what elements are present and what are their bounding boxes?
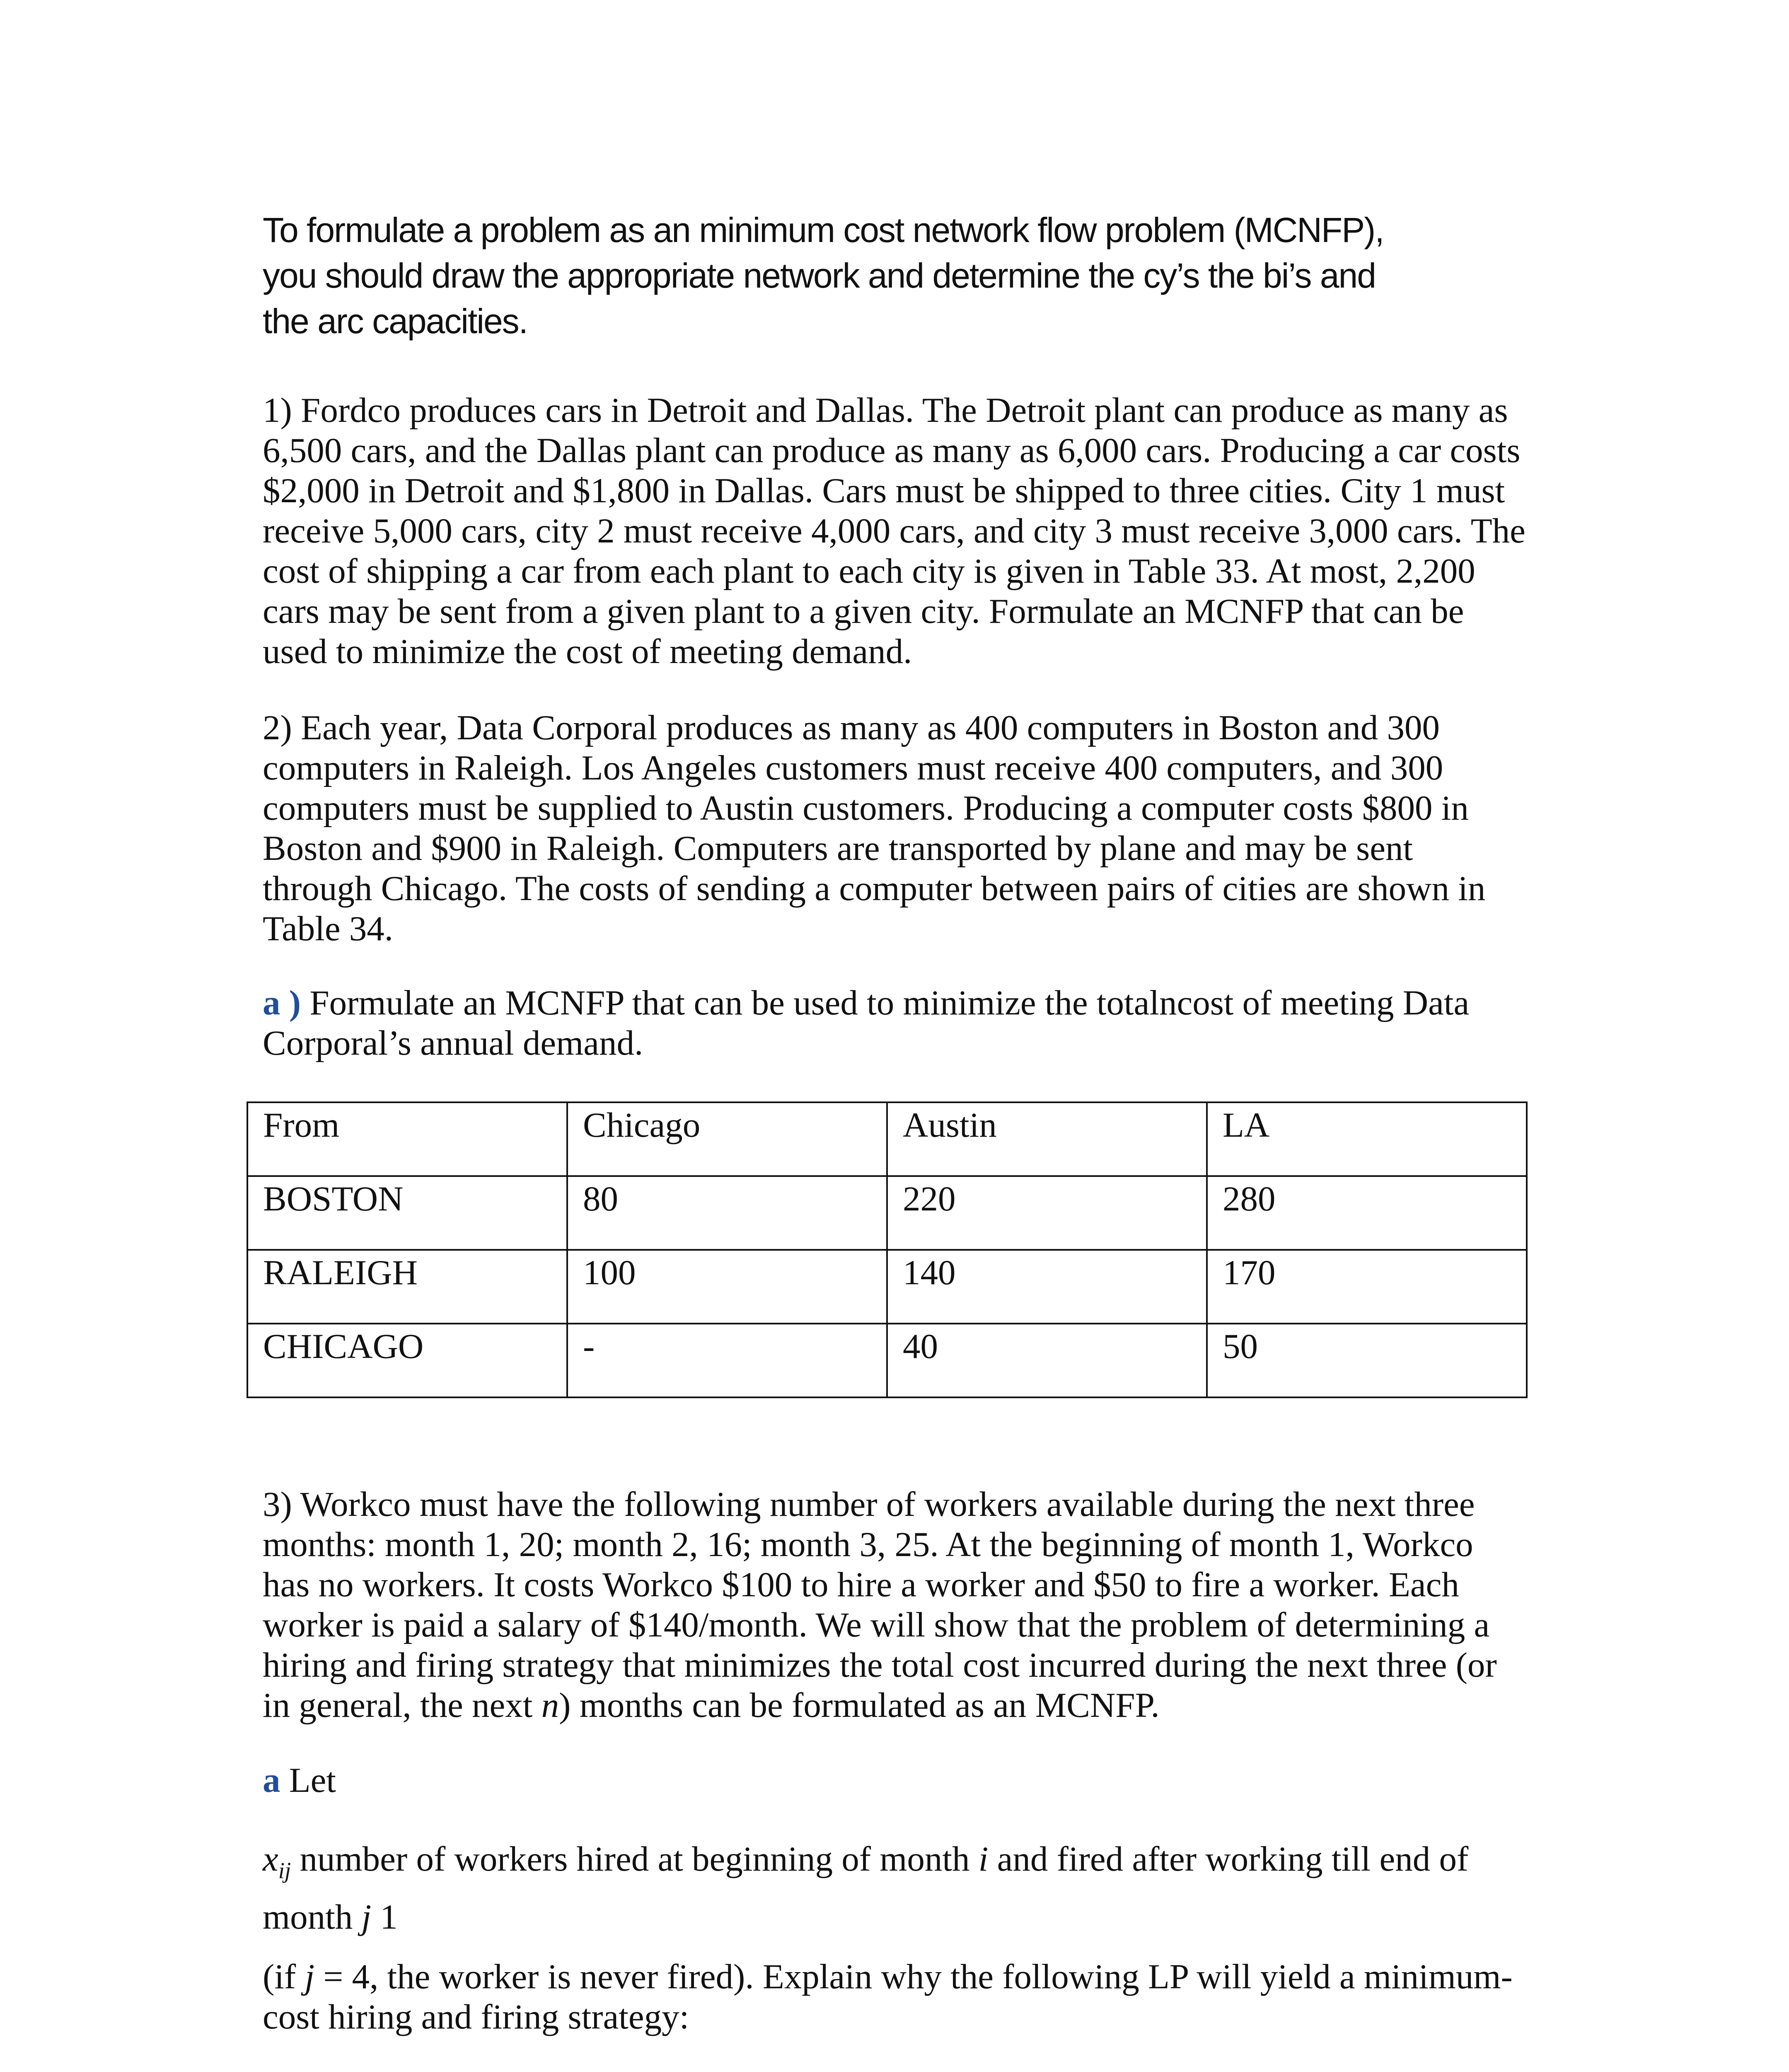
problem-1: 1) Fordco produces cars in Detroit and Dallas. The Detroit plant can produce as many as 6,500 cars, and the Dallas plant can produce as many as 6,000 cars. Producing a car costs $2,000 in Detroit and $1,800 in Dallas. Cars must be shipped to three cities. City 1 must receive 5,000 cars, city 2 must receive 4,000 cars, and city 3 must receive 3,000 cars. The cost of shipping a car from each plant to each city is given in Table 33. At most, 2,200 cars may be sent from a given plant to a given city. Formulate an MCNFP that can be used to minimize the cost of meeting demand.: [263, 391, 1525, 671]
intro-paragraph: To formulate a problem as an minimum cost network flow problem (MCNFP), you should draw the appropriate network and determine the cy’s the bi’s and the arc capacities.: [263, 211, 1384, 341]
table-row: [247, 1324, 1527, 1397]
table-cell: RALEIGH: [247, 1250, 567, 1324]
header-cell: LA: [1207, 1102, 1527, 1176]
header-cell: From: [247, 1102, 567, 1176]
table-cell: 40: [887, 1324, 1207, 1397]
table-cell: CHICAGO: [247, 1324, 567, 1397]
table-cell: -: [567, 1324, 887, 1397]
table-cell: 140: [887, 1250, 1207, 1324]
table-cell: 220: [887, 1176, 1207, 1250]
table-header-row: [247, 1102, 1527, 1176]
header-cell: Austin: [887, 1102, 1207, 1176]
closing-paragraph: (if j = 4, the worker is never fired). Explain why the following LP will yield a minimum- cost hiring and firing strategy:: [263, 1957, 1513, 2036]
table-cell: BOSTON: [247, 1176, 567, 1250]
header-cell: Chicago: [567, 1102, 887, 1176]
problem-3: 3) Workco must have the following number of workers available during the next three months: month 1, 20; month 2, 16; month 3, 25. At the beginning of month 1, Workco has no workers. It costs Workco $100 to hire a worker and $50 to fire a worker. Each worker is paid a salary of $140/month. We will show that the problem of determining a hiring and firing strategy that minimizes the total cost incurred during the next three (or in general, the next n) months can be formulated as an MCNFP.: [263, 1485, 1497, 1725]
part-2a: a ) Formulate an MCNFP that can be used to minimize the totalncost of meeting Data Corporal’s annual demand.: [263, 983, 1470, 1063]
table-cell: 100: [567, 1250, 887, 1324]
table-cell: 280: [1207, 1176, 1527, 1250]
part-label: a ): [263, 983, 301, 1022]
cost-table: [247, 1101, 1528, 1398]
part-label: a: [263, 1761, 280, 1800]
problem-2: 2) Each year, Data Corporal produces as many as 400 computers in Boston and 300 computers in Raleigh. Los Angeles customers must receive 400 computers, and 300 computers must be supplied to Austin customers. Producing a computer costs $800 in Boston and $900 in Raleigh. Computers are transported by plane and may be sent through Chicago. The costs of sending a computer between pairs of cities are shown in Table 34.: [263, 708, 1486, 948]
part-3a: a Let: [263, 1761, 336, 1800]
table-cell: 80: [567, 1176, 887, 1250]
table-row: [247, 1176, 1527, 1250]
table-cell: 170: [1207, 1250, 1527, 1324]
table-row: [247, 1250, 1527, 1324]
xij-definition: $x_{ij}$ number of workers hired at beginning of month i and fired after working till end of month j 1: [263, 1840, 1469, 1936]
table-cell: 50: [1207, 1324, 1527, 1397]
